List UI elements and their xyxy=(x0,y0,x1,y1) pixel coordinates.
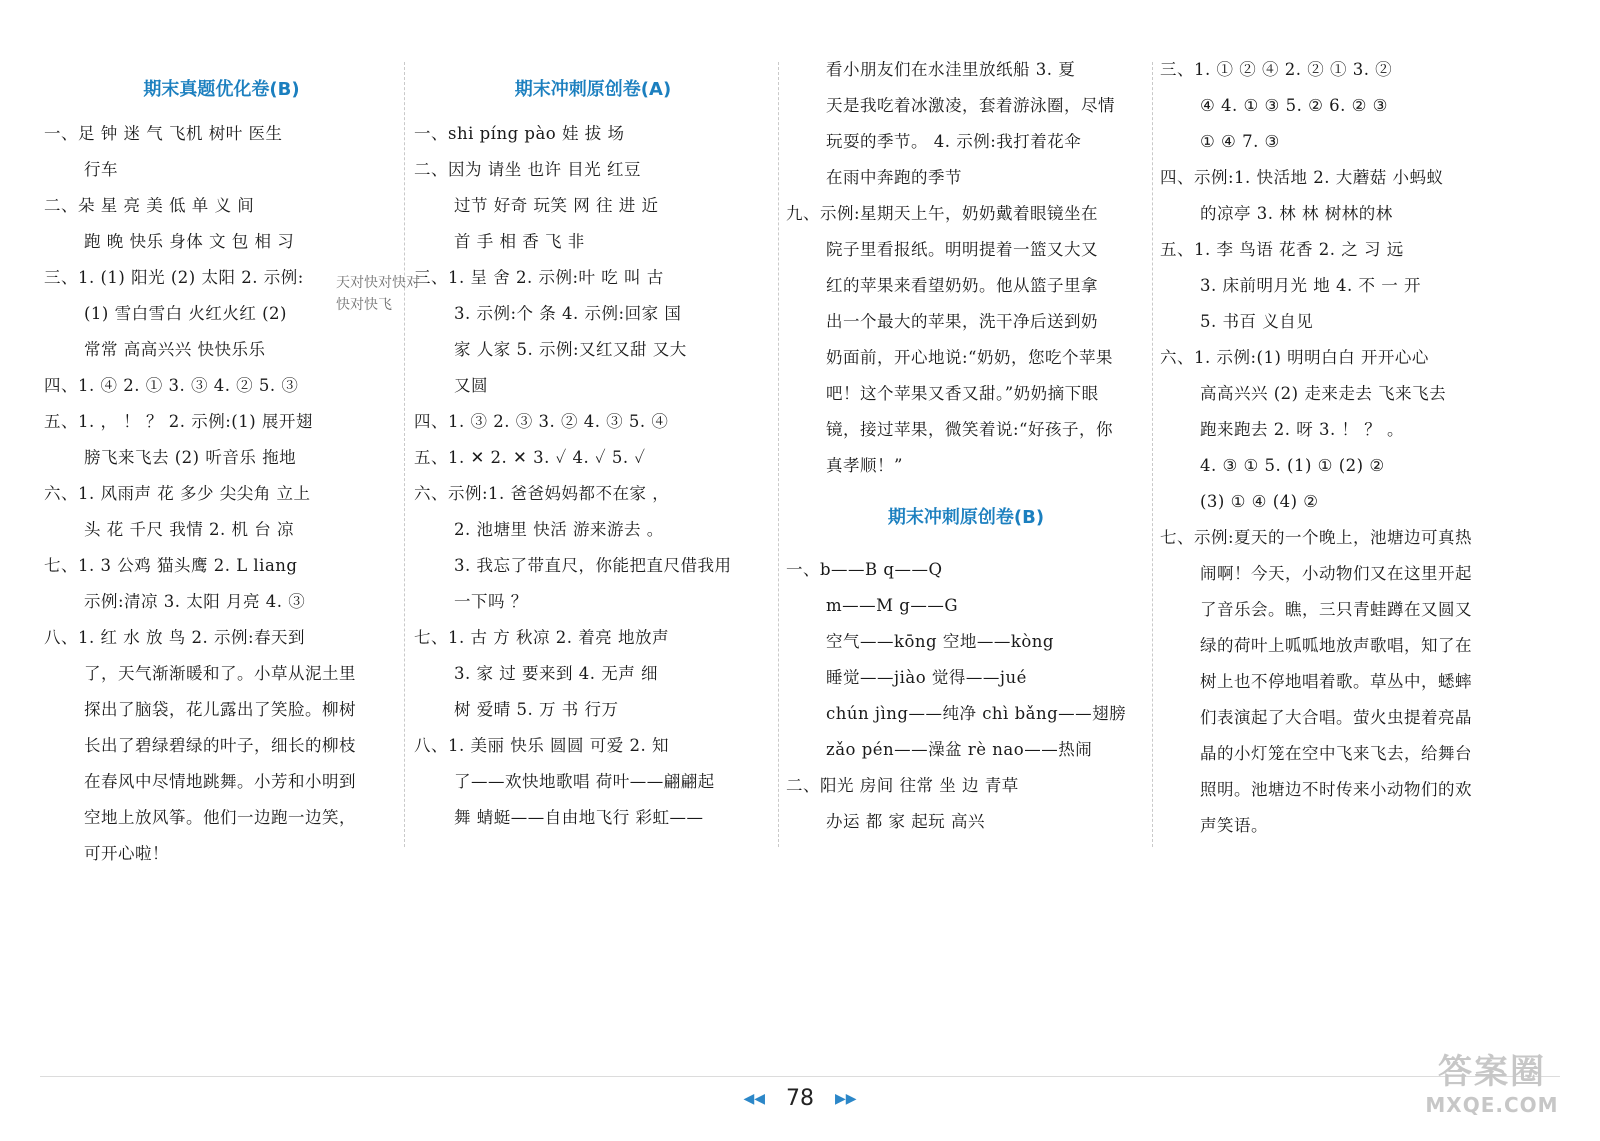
watermark-title: 答案圈 xyxy=(1438,1052,1546,1092)
answer-line: 5. 书百 义自见 xyxy=(1200,312,1314,331)
answer-line: 七、1. 古 方 秋凉 2. 着亮 地放声 xyxy=(414,628,669,647)
answer-line: 吧！这个苹果又香又甜。”奶奶摘下眼 xyxy=(826,384,1099,403)
answer-line: 八、1. 美丽 快乐 圆圆 可爱 2. 知 xyxy=(414,736,669,755)
answer-line: 二、朵 星 亮 美 低 单 义 间 xyxy=(44,196,255,215)
answer-line: 红的苹果来看望奶奶。他从篮子里拿 xyxy=(826,276,1098,295)
answer-line: 院子里看报纸。明明提着一篮又大又 xyxy=(826,240,1098,259)
next-page-arrow-icon: ▶▶ xyxy=(835,1091,857,1107)
site-watermark-logo xyxy=(1402,1051,1582,1131)
answer-line: 空气——kōng 空地——kòng xyxy=(826,632,1054,651)
answer-line: 六、示例:1. 爸爸妈妈都不在家 ， xyxy=(414,484,670,503)
answer-line: 七、1. 3 公鸡 猫头鹰 2. L liang xyxy=(44,556,298,575)
column-divider xyxy=(778,62,779,847)
answer-line: 绿的荷叶上呱呱地放声歌唱，知了在 xyxy=(1200,636,1472,655)
answer-line: 舞 蜻蜓——自由地飞行 彩虹—— xyxy=(454,808,704,827)
answer-line: 跑来跑去 2. 呀 3. ！ ？ 。 xyxy=(1200,420,1404,439)
answer-line: 树 爱晴 5. 万 书 行万 xyxy=(454,700,619,719)
answer-line: 树上也不停地唱着歌。草丛中，蟋蟀 xyxy=(1200,672,1472,691)
answer-line: 一下吗 ？ xyxy=(454,592,528,611)
stamp-line: 天对快对快对 xyxy=(336,275,420,291)
answer-line: 四、示例:1. 快活地 2. 大蘑菇 小蚂蚁 xyxy=(1160,168,1444,187)
answer-line: 3. 我忘了带直尺，你能把直尺借我用 xyxy=(454,556,732,575)
answer-line: 4. ③ ① 5. (1) ① (2) ② xyxy=(1200,456,1385,475)
answer-line: 五、1. 李 鸟语 花香 2. 之 习 远 xyxy=(1160,240,1404,259)
answer-line: 照明。池塘边不时传来小动物们的欢 xyxy=(1200,780,1472,799)
answer-line: 首 手 相 香 飞 非 xyxy=(454,232,585,251)
answer-line: 声笑语。 xyxy=(1200,816,1268,835)
answer-line: chún jìng——纯净 chì bǎng——翅膀 xyxy=(826,704,1127,723)
answer-line: 真孝顺！” xyxy=(826,456,903,475)
answer-line: 一、b——B q——Q xyxy=(786,560,943,579)
answer-line: 晶的小灯笼在空中飞来飞去，给舞台 xyxy=(1200,744,1472,763)
column-divider xyxy=(404,62,405,847)
overlay-stamp xyxy=(336,272,456,322)
answer-line: 了，天气渐渐暖和了。小草从泥土里 xyxy=(84,664,356,683)
footer-divider xyxy=(40,1076,1560,1077)
answer-line: 五、1. ✕ 2. ✕ 3. ✓ 4. ✓ 5. ✓ xyxy=(414,448,646,467)
section-heading-final-sprint-a: 期末冲刺原创卷(A) xyxy=(514,79,672,100)
column-3 xyxy=(786,52,1146,840)
answer-line: 出一个最大的苹果，洗干净后送到奶 xyxy=(826,312,1098,331)
answer-line: zǎo pén——澡盆 rè nao——热闹 xyxy=(826,740,1093,759)
answer-line: 了音乐会。瞧，三只青蛙蹲在又圆又 xyxy=(1200,600,1472,619)
answer-line: (3) ① ④ (4) ② xyxy=(1200,492,1319,511)
answer-line: (1) 雪白雪白 火红火红 (2) xyxy=(84,304,287,323)
answer-line: 四、1. ④ 2. ① 3. ③ 4. ② 5. ③ xyxy=(44,376,299,395)
answer-line: 闹啊！今天，小动物们又在这里开起 xyxy=(1200,564,1472,583)
answer-line: 六、1. 风雨声 花 多少 尖尖角 立上 xyxy=(44,484,311,503)
answer-line: 头 花 千尺 我情 2. 机 台 凉 xyxy=(84,520,294,539)
answer-line: ④ 4. ① ③ 5. ② 6. ② ③ xyxy=(1200,96,1388,115)
answer-lines xyxy=(786,552,1146,840)
answer-line: 办运 都 家 起玩 高兴 xyxy=(826,812,985,831)
answer-line: 的凉亭 3. 林 林 树林的林 xyxy=(1200,204,1393,223)
answer-line: 空地上放风筝。他们一边跑一边笑， xyxy=(84,808,356,827)
answer-lines xyxy=(414,116,772,836)
answer-line: 家 人家 5. 示例:又红又甜 又大 xyxy=(454,340,687,359)
answer-line: 九、示例:星期天上午，奶奶戴着眼镜坐在 xyxy=(786,204,1099,223)
answer-line: m——M g——G xyxy=(826,596,959,615)
answer-line: 六、1. 示例:(1) 明明白白 开开心心 xyxy=(1160,348,1429,367)
column-2 xyxy=(414,52,772,836)
answer-line: 长出了碧绿碧绿的叶子，细长的柳枝 xyxy=(84,736,356,755)
answer-line: 在雨中奔跑的季节 xyxy=(826,168,962,187)
answer-line: 三、1. (1) 阳光 (2) 太阳 2. 示例: xyxy=(44,268,304,287)
answer-line: 三、1. ① ② ④ 2. ② ① 3. ② xyxy=(1160,60,1393,79)
watermark-url: MXQE.COM xyxy=(1425,1093,1559,1117)
answer-line: 3. 床前明月光 地 4. 不 一 开 xyxy=(1200,276,1421,295)
answer-line: 们表演起了大合唱。萤火虫提着亮晶 xyxy=(1200,708,1472,727)
section-heading-final-sprint-b: 期末冲刺原创卷(B) xyxy=(887,507,1045,528)
answer-line: 2. 池塘里 快活 游来游去 。 xyxy=(454,520,664,539)
answer-line: 三、1. 呈 舍 2. 示例:叶 吃 叫 古 xyxy=(414,268,664,287)
answer-line: ① ④ 7. ③ xyxy=(1200,132,1280,151)
page-number: 78 xyxy=(786,1086,814,1111)
answer-line: 在春风中尽情地跳舞。小芳和小明到 xyxy=(84,772,356,791)
answer-line: 玩耍的季节。 4. 示例:我打着花伞 xyxy=(826,132,1082,151)
answer-line: 常常 高高兴兴 快快乐乐 xyxy=(84,340,266,359)
stamp-line: 快对快飞 xyxy=(336,297,392,313)
prev-page-arrow-icon: ◀◀ xyxy=(743,1091,765,1107)
answer-line: 过节 好奇 玩笑 网 往 进 近 xyxy=(454,196,659,215)
answer-lines xyxy=(786,52,1146,484)
answer-line: 跑 晚 快乐 身体 文 包 相 习 xyxy=(84,232,295,251)
answer-line: 又圆 xyxy=(454,376,488,395)
column-divider xyxy=(1152,62,1153,847)
answer-line: 四、1. ③ 2. ③ 3. ② 4. ③ 5. ④ xyxy=(414,412,669,431)
answer-line: 一、shi píng pào 娃 拔 场 xyxy=(414,124,625,143)
answer-line: 行车 xyxy=(84,160,118,179)
column-1 xyxy=(44,52,399,872)
answer-line: 五、1. ， ！ ？ 2. 示例:(1) 展开翅 xyxy=(44,412,313,431)
answer-line: 二、阳光 房间 往常 坐 边 青草 xyxy=(786,776,1019,795)
answer-line: 天是我吃着冰激凌，套着游泳圈，尽情 xyxy=(826,96,1115,115)
answer-line: 探出了脑袋，花儿露出了笑脸。柳树 xyxy=(84,700,356,719)
answer-line: 示例:清凉 3. 太阳 月亮 4. ③ xyxy=(84,592,306,611)
answer-line: 3. 示例:个 条 4. 示例:回家 国 xyxy=(454,304,682,323)
answer-lines xyxy=(1160,52,1535,844)
answer-line: 看小朋友们在水洼里放纸船 3. 夏 xyxy=(826,60,1076,79)
answer-lines xyxy=(44,116,399,872)
answer-line: 奶面前，开心地说:“奶奶，您吃个苹果 xyxy=(826,348,1113,367)
answer-line: 二、因为 请坐 也许 目光 红豆 xyxy=(414,160,641,179)
answer-line: 睡觉——jiào 觉得——jué xyxy=(826,668,1027,687)
answer-line: 可开心啦！ xyxy=(84,844,169,863)
answer-line: 八、1. 红 水 放 鸟 2. 示例:春天到 xyxy=(44,628,306,647)
answer-line: 了——欢快地歌唱 荷叶——翩翩起 xyxy=(454,772,715,791)
page-footer xyxy=(0,1086,1600,1111)
section-heading-final-optimized-b: 期末真题优化卷(B) xyxy=(143,79,300,100)
answer-line: 3. 家 过 要来到 4. 无声 细 xyxy=(454,664,658,683)
answer-line: 高高兴兴 (2) 走来走去 飞来飞去 xyxy=(1200,384,1447,403)
answer-line: 膀飞来飞去 (2) 听音乐 拖地 xyxy=(84,448,297,467)
column-4 xyxy=(1160,52,1535,844)
answer-line: 七、示例:夏天的一个晚上，池塘边可真热 xyxy=(1160,528,1473,547)
answer-line: 一、足 钟 迷 气 飞机 树叶 医生 xyxy=(44,124,283,143)
answer-line: 镜，接过苹果，微笑着说:“好孩子，你 xyxy=(826,420,1113,439)
